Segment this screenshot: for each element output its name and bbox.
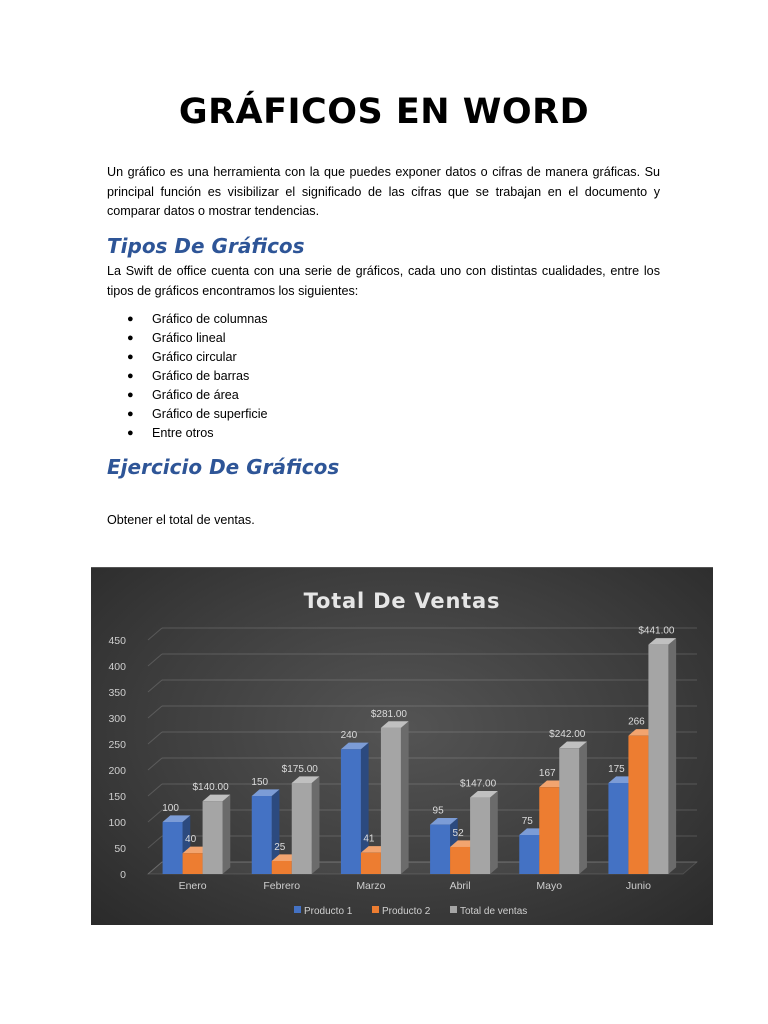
data-label: $281.00: [370, 708, 407, 720]
x-tick-label: Junio: [625, 880, 651, 892]
bar-side: [579, 742, 587, 874]
bar: [539, 787, 559, 874]
bullet-icon: ●: [127, 408, 134, 420]
bar-side: [223, 795, 231, 874]
list-item: [127, 329, 268, 348]
x-tick-label: Febrero: [263, 880, 301, 892]
exercise-instruction: Obtener el total de ventas.: [107, 513, 255, 527]
gridline-side: [148, 680, 162, 692]
legend-label: Producto 1: [304, 906, 353, 917]
list-item: [127, 367, 268, 386]
y-tick-label: 150: [108, 791, 126, 803]
section-paragraph-tipos: La Swift de office cuenta con una serie de gráficos, cada uno con distintas cualidades, entre los tipos de gráficos encontramos los siguientes:: [107, 264, 660, 298]
list-item: [127, 348, 268, 367]
gridline-side: [148, 732, 162, 744]
bullet-icon: ●: [127, 351, 134, 363]
bar: [203, 801, 223, 874]
y-tick-label: 50: [114, 843, 126, 855]
list-item: [127, 405, 268, 424]
bar: [292, 783, 312, 874]
list-item: [127, 386, 268, 405]
legend-label: Total de ventas: [460, 906, 528, 917]
list-item-label: Gráfico de superficie: [152, 407, 268, 421]
gridline-side: [148, 810, 162, 822]
chart-types-list: [127, 310, 268, 443]
gridline-side: [148, 836, 162, 848]
gridline-side: [148, 628, 162, 640]
gridline-side: [148, 784, 162, 796]
legend-swatch: [372, 906, 379, 913]
bar: [608, 783, 628, 874]
data-label: 150: [251, 777, 269, 788]
legend-label: Producto 2: [382, 906, 431, 917]
data-label: 240: [340, 730, 358, 742]
bar: [430, 825, 450, 874]
list-item-label: Gráfico lineal: [152, 331, 226, 345]
bar: [470, 798, 490, 874]
bar: [628, 736, 648, 874]
data-label: 40: [185, 834, 197, 846]
data-label: $441.00: [638, 625, 675, 637]
data-label: $175.00: [281, 764, 318, 775]
data-label: 266: [628, 716, 645, 728]
bar: [519, 835, 539, 874]
list-item: [127, 310, 268, 329]
bar: [559, 748, 579, 874]
bar: [341, 749, 361, 874]
section-heading-ejercicio: Ejercicio De Gráficos: [107, 455, 340, 479]
x-tick-label: Mayo: [536, 880, 563, 892]
y-tick-label: 400: [108, 661, 126, 673]
bullet-icon: ●: [127, 332, 134, 344]
data-label: $140.00: [192, 782, 229, 794]
bullet-icon: ●: [127, 313, 134, 325]
y-tick-label: 200: [108, 765, 126, 777]
bar: [361, 853, 381, 874]
bullet-icon: ●: [127, 427, 134, 439]
data-label: 175: [608, 764, 625, 775]
sales-chart: [91, 567, 713, 925]
bar: [252, 796, 272, 874]
gridline-side: [148, 654, 162, 666]
y-tick-label: 100: [108, 817, 126, 829]
bar-side: [668, 638, 676, 874]
document-title: GRÁFICOS EN WORD: [178, 92, 590, 132]
bar: [648, 645, 668, 874]
data-label: 52: [452, 827, 464, 839]
bar: [450, 847, 470, 874]
list-item-label: Gráfico circular: [152, 350, 237, 364]
data-label: $147.00: [460, 778, 497, 790]
list-item-label: Entre otros: [152, 426, 214, 440]
gridline-side: [148, 758, 162, 770]
y-tick-label: 300: [108, 713, 126, 725]
list-item-label: Gráfico de barras: [152, 369, 250, 383]
chart-title: Total De Ventas: [303, 589, 501, 613]
list-item-label: Gráfico de columnas: [152, 312, 268, 326]
x-tick-label: Enero: [178, 880, 207, 892]
bar: [163, 822, 183, 874]
data-label: 75: [521, 816, 533, 827]
data-label: 95: [432, 805, 444, 817]
bullet-icon: ●: [127, 389, 134, 401]
data-label: 167: [538, 768, 556, 780]
bullet-icon: ●: [127, 370, 134, 382]
bar-side: [312, 776, 320, 874]
x-tick-label: Abril: [449, 880, 471, 892]
data-label: $242.00: [549, 729, 586, 741]
legend-swatch: [450, 906, 457, 913]
data-label: 25: [274, 842, 286, 853]
y-tick-label: 0: [120, 869, 126, 881]
data-label: 41: [363, 833, 375, 845]
list-item: [127, 424, 268, 443]
x-tick-label: Marzo: [356, 880, 386, 892]
intro-paragraph: Un gráfico es una herramienta con la que puedes exponer datos o cifras de manera gráficas. Su principal función es visibilizar el significado de las cifras que se trabajan en el documento y comparar datos o mostrar tendencias.: [107, 165, 660, 218]
section-heading-tipos: Tipos De Gráficos: [107, 234, 305, 258]
y-tick-label: 250: [108, 739, 126, 751]
bar: [381, 728, 401, 874]
list-item-label: Gráfico de área: [152, 388, 239, 402]
data-label: 100: [162, 803, 179, 814]
bar-side: [490, 791, 498, 874]
y-tick-label: 450: [108, 635, 126, 647]
y-tick-label: 350: [108, 687, 126, 699]
bar: [272, 861, 292, 874]
chart-svg: [91, 568, 713, 925]
bar-side: [401, 721, 409, 874]
legend-swatch: [294, 906, 301, 913]
bar: [183, 853, 203, 874]
gridline-side: [148, 706, 162, 718]
